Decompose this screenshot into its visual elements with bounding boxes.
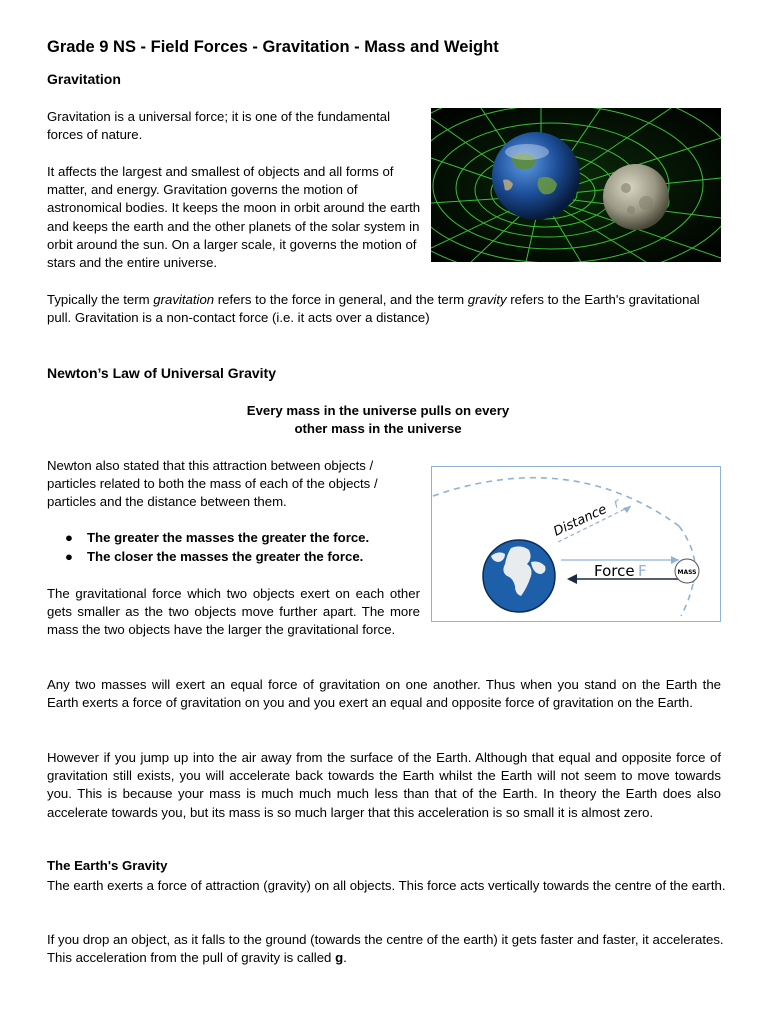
bullet-text: The greater the masses the greater the force.: [87, 530, 370, 545]
earth-gravity-para-2-text: If you drop an object, as it falls to the ground (towards the centre of the earth) it gets faster and faster, it accelerates. This acceleration from the pull of gravity is called: [47, 932, 724, 966]
gravitation-para-2: It affects the largest and smallest of objects and all forms of matter, and energy. Gravitation governs the motion of astronomical bodies. It keeps the moon in orbit around the earth and keeps the earth and the other planets of the solar system in orbit around the sun. On a larger scale, it governs the motion of stars and the entire universe.: [47, 164, 421, 271]
gravitation-para-3: [47, 291, 727, 327]
newton-statement-line-1: Every mass in the universe pulls on every: [246, 403, 510, 418]
mass-label: MASS: [677, 569, 697, 576]
newton-bullet-list: [47, 529, 427, 566]
list-item: [47, 548, 427, 567]
gravity-force-diagram: [431, 466, 721, 622]
gravitation-para-1: Gravitation is a universal force; it is one of the fundamental forces of nature.: [47, 109, 391, 143]
distance-label: Distance: [551, 502, 610, 540]
term-gravitation: gravitation: [153, 292, 215, 307]
newton-para-2: The gravitational force which two objects exert on each other gets smaller as the two objects move further apart. The more mass the two objects have the larger the gravitational force.: [47, 586, 420, 638]
spacetime-grid-illustration: [431, 108, 721, 262]
earth-gravity-para-2-end: .: [343, 950, 347, 966]
bullet-icon: ●: [65, 530, 73, 545]
page-title: Grade 9 NS - Field Forces - Gravitation - Mass and Weight: [47, 38, 499, 56]
gravity-well-image: [431, 108, 721, 262]
bullet-icon: ●: [65, 548, 73, 564]
earth-gravity-para-2: [47, 931, 727, 967]
earth-mass-diagram: [431, 466, 721, 622]
bullet-text: The closer the masses the greater the force.: [87, 548, 364, 564]
newton-statement-line-2: other mass in the universe: [294, 421, 462, 437]
force-label: Force: [594, 562, 635, 580]
gravitation-para-3-part-c: refers to the Earth's gravitational pull. Gravitation is a non-contact force (i.e. it acts over a distance): [47, 292, 700, 326]
section-heading-newton: Newton’s Law of Universal Gravity: [47, 365, 276, 381]
term-gravity: gravity: [467, 292, 507, 307]
gravity-symbol-g: g: [335, 950, 344, 966]
newton-para-1: Newton also stated that this attraction between objects / particles related to both the mass of each of the objects / particles and the distance between them.: [47, 458, 378, 510]
list-item: [47, 529, 427, 548]
gravitation-para-3-part-a: Typically the term: [47, 292, 154, 307]
force-variable: F: [638, 562, 647, 580]
newton-para-3: Any two masses will exert an equal force of gravitation on one another. Thus when you stand on the Earth the Earth exerts a force of gravitation on you and you exert an equal and opposite force of gravitation on the Earth.: [47, 677, 721, 711]
section-heading-gravitation: Gravitation: [47, 71, 121, 87]
earth-gravity-para-1: The earth exerts a force of attraction (gravity) on all objects. This force acts vertically towards the centre of the earth.: [47, 878, 726, 893]
newton-para-4: However if you jump up into the air away from the surface of the Earth. Although that equal and opposite force of gravitation still exists, you will accelerate back towards the Earth whilst the Earth will not seem to move towards you. This is because your mass is much much much less than that of the Earth. In theory the Earth does also accelerate towards you, but its mass is so much larger that this acceleration is so small it is almost zero.: [47, 750, 721, 820]
newton-statement: [47, 402, 709, 438]
gravitation-para-3-part-b: refers to the force in general, and the term: [214, 292, 468, 307]
distance-variable: r: [611, 495, 623, 512]
section-heading-earth-gravity: The Earth's Gravity: [47, 858, 168, 873]
